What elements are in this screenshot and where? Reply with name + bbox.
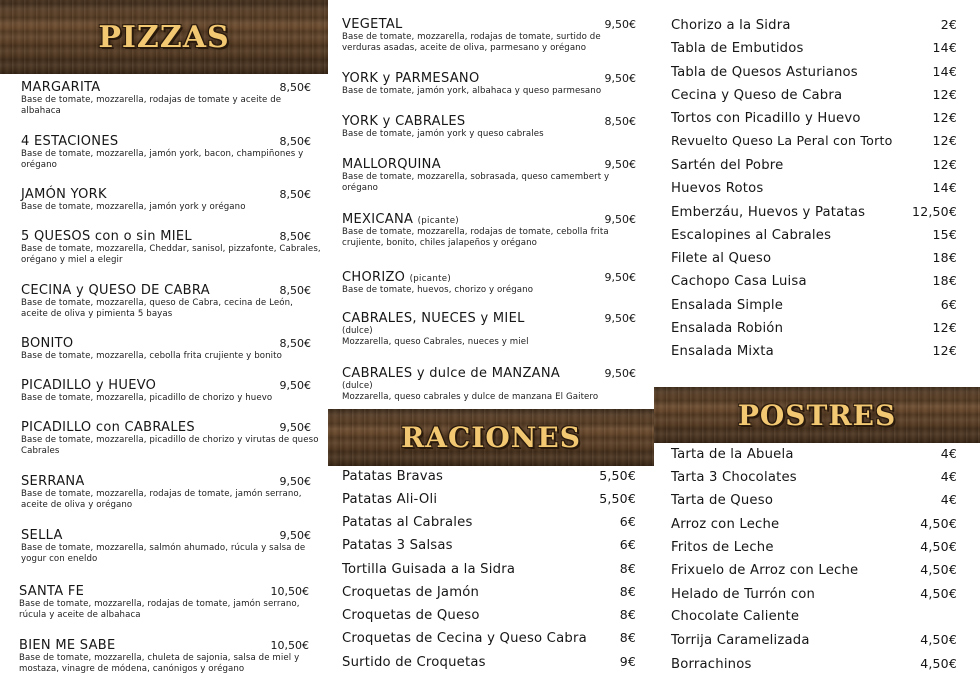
- racion-price: 6€: [940, 297, 957, 312]
- racion-row: [671, 157, 957, 173]
- postre-row: [671, 492, 957, 508]
- racion-name: Chorizo a la Sidra: [671, 18, 791, 33]
- racion-name: Ensalada Mixta: [671, 344, 774, 359]
- racion-row: [671, 343, 957, 359]
- pizza-price: 9,50€: [604, 312, 636, 325]
- postre-price: 4,50€: [920, 656, 957, 671]
- racion-row: [342, 654, 636, 670]
- pizza-desc: Base de tomate, mozzarella, picadillo de chorizo y virutas de queso Cabrales: [21, 435, 319, 456]
- postre-name: Torrija Caramelizada: [671, 633, 810, 648]
- racion-row: [342, 607, 636, 623]
- racion-price: 12€: [932, 87, 957, 102]
- postre-row: [671, 586, 957, 602]
- pizza-note: (dulce): [342, 326, 373, 336]
- pizza-price: 10,50€: [270, 585, 309, 598]
- pizza-item: [21, 378, 311, 404]
- pizza-item: [21, 283, 311, 319]
- pizza-item: [342, 212, 636, 248]
- pizza-name: SANTA FE: [19, 584, 85, 599]
- postre-row: [671, 656, 957, 672]
- pizza-price: 9,50€: [279, 421, 311, 434]
- racion-row: [342, 630, 636, 646]
- racion-row: [671, 133, 957, 148]
- pizza-item: [21, 80, 311, 116]
- pizza-name: MARGARITA: [21, 80, 101, 95]
- pizza-name: YORK y PARMESANO: [342, 71, 480, 86]
- racion-name: Surtido de Croquetas: [342, 655, 486, 670]
- racion-price: 6€: [619, 537, 636, 552]
- pizza-item: [342, 366, 636, 402]
- pizza-note: (picante): [417, 216, 459, 226]
- postre-row: [671, 609, 957, 624]
- pizza-item: [19, 584, 309, 620]
- postre-price: 4,50€: [920, 516, 957, 531]
- racion-row: [671, 320, 957, 336]
- racion-row: [342, 468, 636, 484]
- postre-price: 4,50€: [920, 562, 957, 577]
- pizza-name: SERRANA: [21, 474, 85, 489]
- racion-row: [671, 17, 957, 33]
- racion-row: [342, 491, 636, 507]
- racion-name: Revuelto Queso La Peral con Torto: [671, 133, 893, 148]
- pizza-desc: Base de tomate, jamón york y queso cabrales: [342, 129, 544, 139]
- racion-name: Cecina y Queso de Cabra: [671, 88, 843, 103]
- pizza-desc: Base de tomate, mozzarella, picadillo de chorizo y huevo: [21, 393, 273, 403]
- pizza-name: PICADILLO con CABRALES: [21, 420, 195, 435]
- pizza-desc: Base de tomate, mozzarella, jamón york, bacon, champiñones y orégano: [21, 149, 304, 170]
- pizza-desc: Base de tomate, huevos, chorizo y orégano: [342, 285, 534, 295]
- pizza-item: [21, 134, 311, 170]
- racion-price: 18€: [932, 273, 957, 288]
- racion-row: [671, 204, 957, 220]
- postre-row: [671, 632, 957, 648]
- racion-name: Croquetas de Queso: [342, 608, 480, 623]
- pizza-item: [19, 638, 309, 674]
- pizza-desc: Base de tomate, mozzarella, rodajas de tomate, jamón serrano, rúcula y aceite de albahaca: [19, 599, 300, 620]
- racion-name: Patatas Bravas: [342, 469, 444, 484]
- racion-name: Filete al Queso: [671, 251, 772, 266]
- postres-banner: [654, 387, 980, 443]
- pizza-item: [342, 114, 636, 140]
- pizza-item: [342, 17, 636, 53]
- postre-name: Arroz con Leche: [671, 517, 780, 532]
- pizza-price: 8,50€: [279, 81, 311, 94]
- pizza-price: 9,50€: [604, 158, 636, 171]
- pizza-item: [21, 229, 321, 265]
- racion-row: [671, 40, 957, 56]
- pizza-price: 8,50€: [604, 115, 636, 128]
- pizza-name: [342, 212, 459, 227]
- racion-price: 12€: [932, 133, 957, 148]
- pizza-name: [342, 270, 451, 285]
- racion-row: [671, 227, 957, 243]
- postre-name: Borrachinos: [671, 657, 752, 672]
- racion-name: Cachopo Casa Luisa: [671, 274, 807, 289]
- pizza-desc: Base de tomate, mozzarella, rodajas de tomate, surtido de verduras asadas, aceite de oliva, parmesano y orégano: [342, 32, 601, 53]
- postre-name: Chocolate Caliente: [671, 609, 800, 624]
- pizza-item: [21, 474, 311, 510]
- racion-price: 12€: [932, 320, 957, 335]
- postre-name: Tarta de Queso: [671, 493, 774, 508]
- pizza-item: [342, 157, 636, 193]
- pizza-name: MALLORQUINA: [342, 157, 441, 172]
- racion-price: 9€: [619, 654, 636, 669]
- pizza-name: BIEN ME SABE: [19, 638, 116, 653]
- racion-price: 12,50€: [912, 204, 957, 219]
- pizza-desc: Base de tomate, mozzarella, jamón york y orégano: [21, 202, 246, 212]
- pizza-note: (picante): [409, 274, 451, 284]
- racion-price: 8€: [619, 584, 636, 599]
- racion-price: 15€: [932, 227, 957, 242]
- pizza-name: PICADILLO y HUEVO: [21, 378, 157, 393]
- pizza-desc: Base de tomate, mozzarella, queso de Cabra, cecina de León, aceite de oliva y pimienta 5 bayas: [21, 298, 293, 319]
- pizza-name: CABRALES y dulce de MANZANA: [342, 366, 561, 381]
- pizza-price: 9,50€: [279, 529, 311, 542]
- racion-row: [671, 297, 957, 313]
- postre-price: 4,50€: [920, 586, 957, 601]
- pizzas-title: PIZZAS: [98, 19, 230, 55]
- pizza-item: [342, 311, 636, 347]
- postre-price: 4,50€: [920, 539, 957, 554]
- postre-price: 4€: [940, 469, 957, 484]
- postre-row: [671, 562, 957, 578]
- racion-row: [342, 514, 636, 530]
- pizza-name: YORK y CABRALES: [342, 114, 466, 129]
- pizza-desc: Base de tomate, mozzarella, chuleta de sajonia, salsa de miel y mostaza, vinagre de módena, canónigos y orégano: [19, 653, 300, 674]
- racion-price: 5,50€: [599, 468, 636, 483]
- pizza-name: BONITO: [21, 336, 74, 351]
- racion-row: [671, 250, 957, 266]
- pizza-desc: Base de tomate, mozzarella, sobrasada, queso camembert y orégano: [342, 172, 610, 193]
- racion-price: 18€: [932, 250, 957, 265]
- pizza-item: [21, 528, 311, 564]
- pizza-desc: Base de tomate, mozzarella, rodajas de tomate, cebolla frita crujiente, bonito, chiles jalapeños y orégano: [342, 227, 609, 248]
- pizza-desc: Base de tomate, mozzarella, Cheddar, sanisol, pizzafonte, Cabrales, orégano y miel a elegir: [21, 244, 321, 265]
- racion-name: Patatas 3 Salsas: [342, 538, 453, 553]
- racion-row: [342, 561, 636, 577]
- pizza-price: 8,50€: [279, 230, 311, 243]
- pizza-price: 10,50€: [270, 639, 309, 652]
- pizza-price: 9,50€: [604, 18, 636, 31]
- postre-price: 4,50€: [920, 632, 957, 647]
- racion-name: Patatas Ali-Oli: [342, 492, 438, 507]
- pizza-desc: Base de tomate, mozzarella, salmón ahumado, rúcula y salsa de yogur con eneldo: [21, 543, 306, 564]
- racion-price: 6€: [619, 514, 636, 529]
- postre-name: Helado de Turrón con: [671, 587, 816, 602]
- racion-row: [671, 64, 957, 80]
- racion-price: 12€: [932, 343, 957, 358]
- racion-row: [671, 273, 957, 289]
- postre-price: 4€: [940, 446, 957, 461]
- racion-name: Ensalada Robión: [671, 321, 784, 336]
- pizza-price: 9,50€: [604, 72, 636, 85]
- pizza-desc: Mozzarella, queso Cabrales, nueces y miel: [342, 336, 529, 347]
- pizza-name-text: MEXICANA: [342, 212, 414, 227]
- pizza-item: [342, 270, 636, 296]
- racion-row: [671, 180, 957, 196]
- pizza-name: CECINA y QUESO DE CABRA: [21, 283, 210, 298]
- pizza-price: 8,50€: [279, 188, 311, 201]
- postre-row: [671, 469, 957, 485]
- postre-row: [671, 539, 957, 555]
- racion-name: Tortilla Guisada a la Sidra: [342, 562, 516, 577]
- pizza-desc: Base de tomate, mozzarella, rodajas de tomate y aceite de albahaca: [21, 95, 282, 116]
- racion-name: Emberzáu, Huevos y Patatas: [671, 205, 866, 220]
- pizza-desc: Base de tomate, mozzarella, cebolla frita crujiente y bonito: [21, 351, 282, 361]
- racion-name: Patatas al Cabrales: [342, 515, 473, 530]
- postre-name: Frixuelo de Arroz con Leche: [671, 563, 859, 578]
- racion-price: 8€: [619, 607, 636, 622]
- racion-price: 12€: [932, 157, 957, 172]
- pizza-price: 8,50€: [279, 284, 311, 297]
- postre-row: [671, 516, 957, 532]
- raciones-title: RACIONES: [401, 421, 581, 454]
- pizza-name: JAMÓN YORK: [21, 187, 107, 202]
- postre-name: Tarta de la Abuela: [671, 447, 794, 462]
- pizza-desc: Base de tomate, mozzarella, rodajas de tomate, jamón serrano, aceite de oliva y orégano: [21, 489, 302, 510]
- pizza-price: 8,50€: [279, 337, 311, 350]
- racion-name: Sartén del Pobre: [671, 158, 784, 173]
- pizza-desc: Mozzarella, queso cabrales y dulce de manzana El Gaitero: [342, 391, 599, 402]
- pizza-price: 8,50€: [279, 135, 311, 148]
- racion-name: Tabla de Embutidos: [671, 41, 804, 56]
- postres-title: POSTRES: [737, 398, 897, 432]
- racion-price: 8€: [619, 561, 636, 576]
- postre-name: Tarta 3 Chocolates: [671, 470, 797, 485]
- racion-row: [671, 110, 957, 126]
- pizza-item: [21, 420, 319, 456]
- racion-name: Croquetas de Jamón: [342, 585, 480, 600]
- pizza-item: [21, 336, 311, 362]
- pizza-price: 9,50€: [604, 271, 636, 284]
- pizza-price: 9,50€: [604, 213, 636, 226]
- pizza-name-text: CHORIZO: [342, 270, 406, 285]
- pizza-price: 9,50€: [279, 475, 311, 488]
- pizza-name: CABRALES, NUECES y MIEL: [342, 311, 525, 326]
- racion-name: Tabla de Quesos Asturianos: [671, 65, 858, 80]
- racion-price: 12€: [932, 110, 957, 125]
- racion-name: Tortos con Picadillo y Huevo: [671, 111, 861, 126]
- racion-row: [671, 87, 957, 103]
- pizza-price: 9,50€: [279, 379, 311, 392]
- postre-price: 4€: [940, 492, 957, 507]
- pizza-desc: Base de tomate, jamón york, albahaca y queso parmesano: [342, 86, 602, 96]
- racion-name: Croquetas de Cecina y Queso Cabra: [342, 631, 587, 646]
- racion-name: Escalopines al Cabrales: [671, 228, 832, 243]
- pizza-item: [21, 187, 311, 213]
- racion-price: 14€: [932, 64, 957, 79]
- pizza-name: SELLA: [21, 528, 63, 543]
- racion-row: [342, 537, 636, 553]
- pizza-item: [342, 71, 636, 97]
- pizza-price: 9,50€: [604, 367, 636, 380]
- racion-price: 5,50€: [599, 491, 636, 506]
- racion-name: Huevos Rotos: [671, 181, 764, 196]
- pizza-name: 4 ESTACIONES: [21, 134, 119, 149]
- pizza-name: VEGETAL: [342, 17, 403, 32]
- racion-row: [342, 584, 636, 600]
- racion-price: 8€: [619, 630, 636, 645]
- racion-name: Ensalada Simple: [671, 298, 784, 313]
- pizzas-banner: [0, 0, 328, 74]
- racion-price: 14€: [932, 180, 957, 195]
- raciones-banner: [328, 409, 654, 466]
- pizza-name: 5 QUESOS con o sin MIEL: [21, 229, 192, 244]
- postre-name: Fritos de Leche: [671, 540, 774, 555]
- racion-price: 14€: [932, 40, 957, 55]
- postre-row: [671, 446, 957, 462]
- racion-price: 2€: [940, 17, 957, 32]
- pizza-note: (dulce): [342, 381, 373, 391]
